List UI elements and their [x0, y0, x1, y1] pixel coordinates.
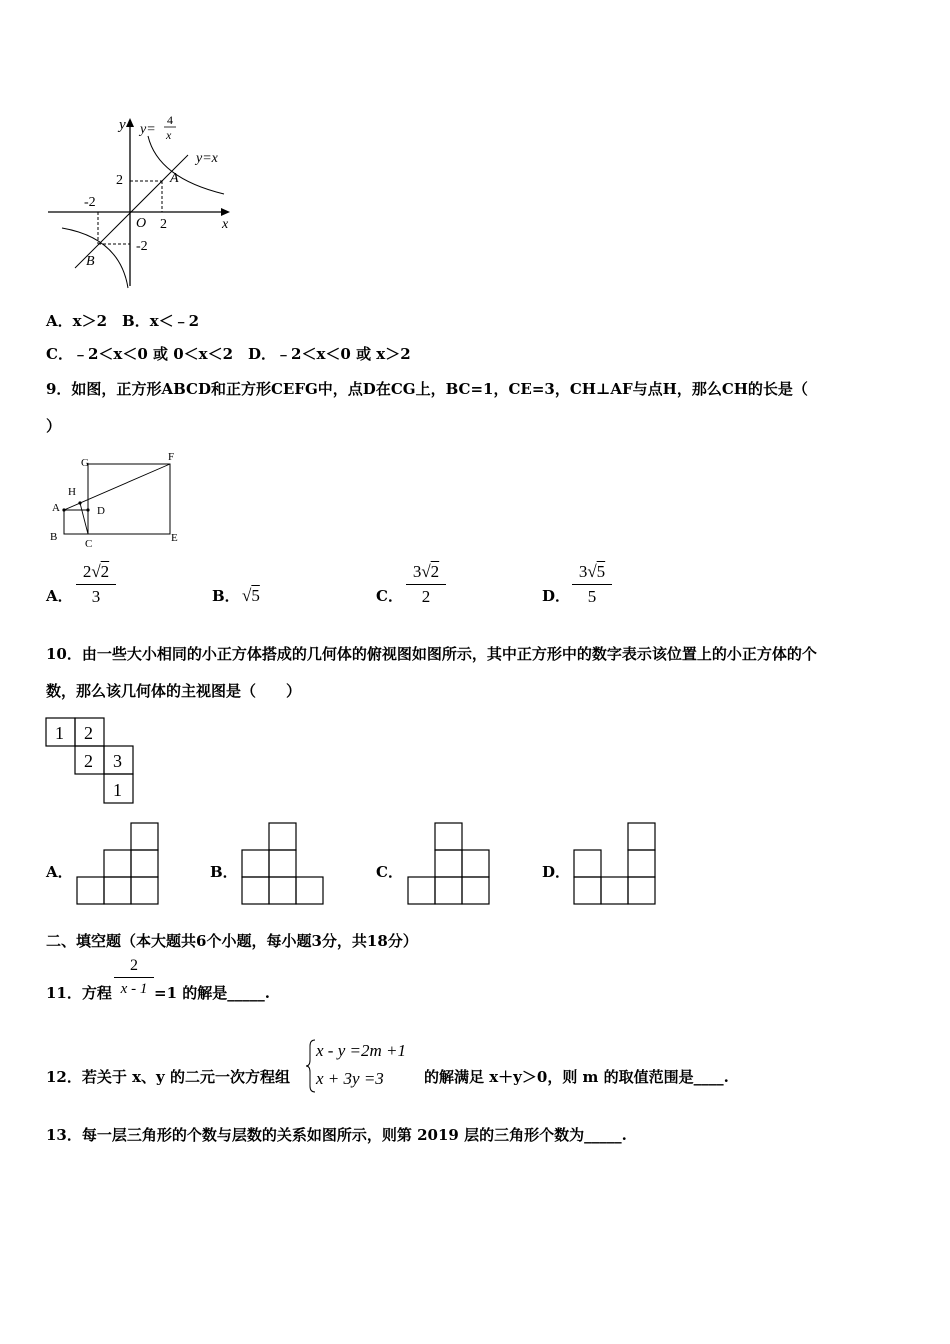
label-a: A — [52, 502, 60, 514]
grid-cell-1: 1 — [55, 723, 64, 743]
q8-options-line2: C．﹣2＜x＜0 或 0＜x＜2 D．﹣2＜x＜0 或 x＞2 — [46, 345, 411, 363]
label-d: D — [97, 505, 105, 517]
tick-pos-y: 2 — [116, 173, 123, 188]
q9-option-a-den: 3 — [91, 587, 101, 606]
q10-option-d-figure — [573, 822, 657, 906]
q11-suffix: =1 的解是_____. — [154, 984, 270, 1002]
q10-stem-line2: 数，那么该几何体的主视图是（ ） — [46, 682, 302, 700]
q9-stem-line2: ） — [46, 417, 62, 435]
q9-option-a-label: A． — [46, 587, 73, 605]
square-cefg — [88, 464, 170, 534]
segment-ch — [80, 503, 88, 534]
q10-option-b-label: B． — [210, 863, 238, 881]
q9-option-c-label: C． — [376, 587, 403, 605]
q9-figure — [44, 448, 194, 550]
grid-cell-4: 3 — [113, 751, 122, 771]
tick-pos-x: 2 — [160, 217, 167, 232]
hyperbola-branch-2 — [62, 228, 128, 288]
q8-graph-svg — [40, 108, 240, 294]
x-axis-arrow — [221, 208, 230, 216]
q9-figure-svg — [44, 448, 194, 550]
origin-label: O — [136, 216, 147, 231]
q9-option-d-value: 3√5 5 — [572, 562, 612, 607]
point-a-label: A — [170, 171, 179, 186]
y-axis-label: y — [119, 117, 126, 133]
q11-fraction — [114, 956, 154, 999]
grid-cell-3: 2 — [84, 751, 93, 771]
q11-frac-den: x - 1 — [120, 981, 148, 997]
q11-frac-num: 2 — [130, 957, 138, 974]
q12-eq1: x - y =2m +1 — [316, 1041, 406, 1060]
q10-stem-line1: 10．由一些大小相同的小正方体搭成的几何体的俯视图如图所示，其中正方形中的数字表示该位置上的小正方体的个 — [46, 645, 817, 663]
curve-num: 4 — [167, 113, 173, 127]
dot-h — [78, 501, 81, 504]
q13-text: 13．每一层三角形的个数与层数的关系如图所示，则第 2019 层的三角形个数为_____. — [46, 1126, 627, 1144]
line-label: y=x — [196, 151, 218, 166]
q9-option-c-value: 3√2 2 — [406, 562, 446, 607]
q9-option-b-value: √5 — [242, 586, 260, 605]
grid-cell-2: 2 — [84, 723, 93, 743]
label-g: G — [81, 457, 89, 469]
dot-d — [86, 508, 89, 511]
y-axis-arrow — [126, 118, 134, 127]
dot-a — [62, 508, 65, 511]
section2-title: 二、填空题（本大题共6个小题，每小题3分，共18分） — [46, 932, 418, 950]
q10-option-a-label: A． — [46, 863, 73, 881]
tick-neg-y: -2 — [136, 239, 148, 254]
q12-prefix: 12．若关于 x、y 的二元一次方程组 — [46, 1068, 290, 1086]
q10-option-b-figure — [241, 822, 325, 906]
curve-den: x — [166, 128, 172, 142]
q12-eq2: x + 3y =3 — [316, 1069, 384, 1088]
label-c: C — [85, 538, 93, 550]
label-f: F — [168, 451, 175, 463]
q12-suffix: 的解满足 x＋y＞0，则 m 的取值范围是____. — [424, 1068, 729, 1086]
grid-cell-5: 1 — [113, 780, 122, 800]
q9-option-a-value — [76, 562, 116, 607]
label-h: H — [68, 486, 76, 498]
q9-option-a-num: 2√2 — [82, 562, 110, 581]
x-axis-label: x — [222, 217, 229, 232]
curve-label: y= — [140, 122, 156, 137]
q11-prefix: 11．方程 — [46, 984, 112, 1002]
q9-option-b-label: B． — [212, 587, 240, 605]
q10-option-a-figure — [76, 822, 160, 906]
q10-grid-svg — [45, 717, 135, 805]
q10-option-c-figure — [407, 822, 491, 906]
label-b: B — [50, 531, 58, 543]
point-b-label: B — [86, 254, 95, 269]
label-e: E — [171, 532, 178, 544]
q9-stem-line1: 9．如图，正方形ABCD和正方形CEFG中，点D在CG上，BC=1，CE=3，CH⊥AF与点H，那么CH的长是（ — [46, 380, 808, 398]
q9-option-d-label: D． — [542, 587, 571, 605]
tick-neg-x: -2 — [84, 195, 96, 210]
square-abcd — [64, 510, 88, 534]
q8-options-line1: A．x＞2 B．x＜﹣2 — [46, 312, 200, 330]
q10-option-c-label: C． — [376, 863, 403, 881]
q8-graph — [40, 108, 240, 294]
q10-top-view-grid — [45, 717, 135, 805]
q10-option-d-label: D． — [542, 863, 571, 881]
